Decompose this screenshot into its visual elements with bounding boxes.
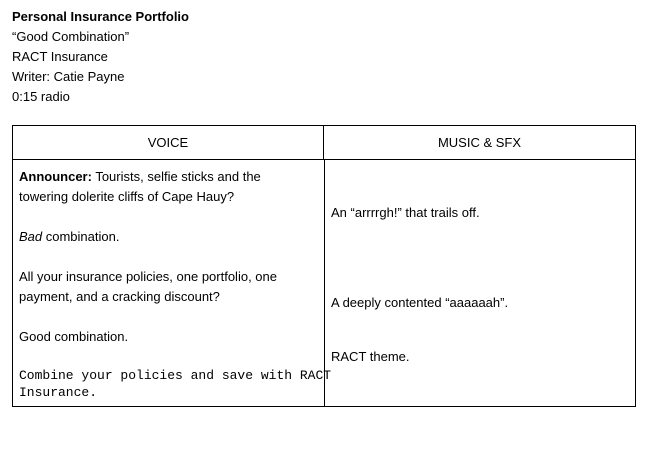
client-name: RACT Insurance	[12, 49, 108, 64]
spot-name: “Good Combination”	[12, 29, 130, 44]
emphasis-bad: Bad	[19, 229, 43, 244]
voice-line-3: Bad combination.	[19, 229, 120, 244]
voice-line-6: Good combination.	[19, 329, 129, 344]
sfx-cue-2: A deeply contented “aaaaaah”.	[331, 295, 509, 310]
script-table	[12, 125, 636, 407]
voice-line-8: Insurance.	[19, 385, 98, 400]
document-title: Personal Insurance Portfolio	[12, 9, 189, 24]
music-sfx-column-header: MUSIC & SFX	[324, 126, 635, 160]
writer-credit: Writer: Catie Payne	[12, 69, 125, 84]
script-header	[12, 7, 189, 107]
voice-line-7: Combine your policies and save with RACT	[19, 368, 332, 383]
voice-column-header: VOICE	[13, 126, 324, 160]
sfx-cue-3: RACT theme.	[331, 349, 410, 364]
voice-line-1: Announcer: Tourists, selfie sticks and the	[19, 169, 261, 184]
voice-line-5: payment, and a cracking discount?	[19, 289, 220, 304]
spot-duration: 0:15 radio	[12, 89, 70, 104]
speaker-label: Announcer:	[19, 169, 92, 184]
voice-line-4: All your insurance policies, one portfolio, one	[19, 269, 277, 284]
sfx-cue-1: An “arrrrgh!” that trails off.	[331, 205, 480, 220]
voice-line-2: towering dolerite cliffs of Cape Hauy?	[19, 189, 235, 204]
